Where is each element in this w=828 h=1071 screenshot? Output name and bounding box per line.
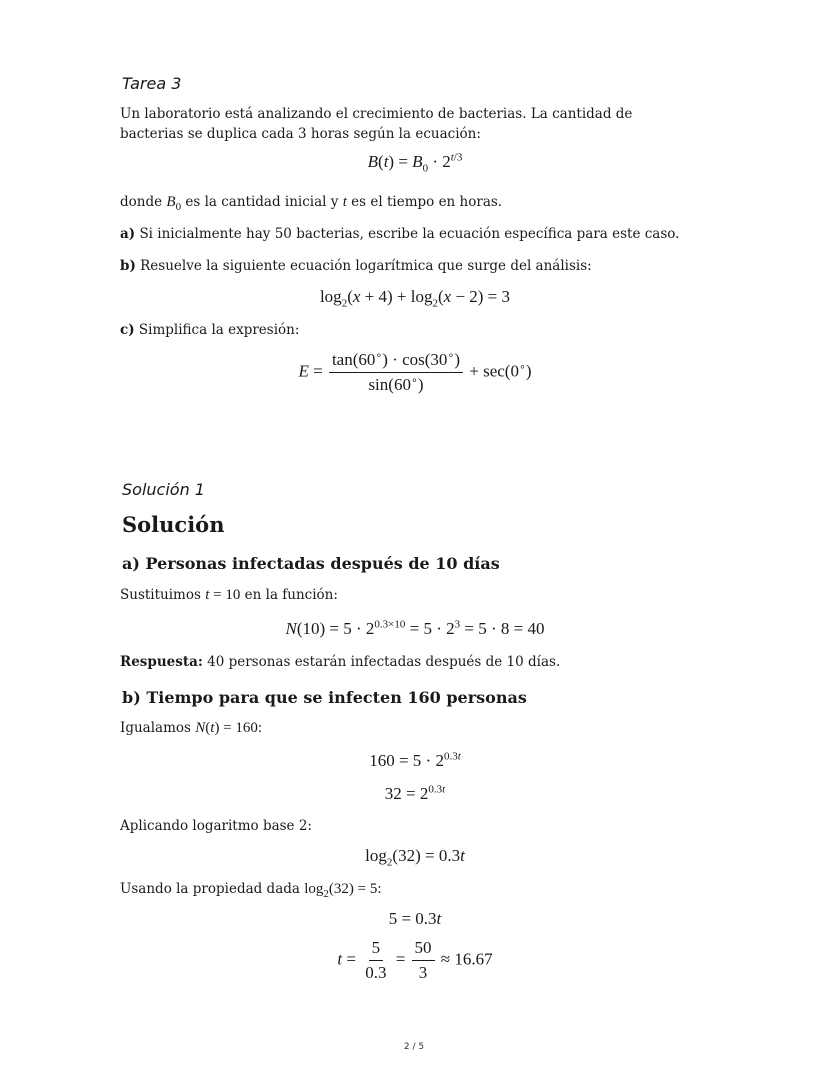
a-intro-text-2: en la función: (244, 587, 338, 603)
b-equation-2: $32 = 2^{0.3t}$ (384, 783, 446, 803)
solution-heading: Solución 1 (122, 480, 205, 499)
a-equation: $N(10) = 5 \cdot 2^{0.3\times 10} = 5 \cdot 2^3 = 5 \cdot 8 = 40$ (285, 618, 545, 638)
a-intro-math: t = 10 (205, 587, 241, 603)
where-var-1: $B_0$ (166, 194, 182, 213)
b-log-text: Aplicando logaritmo base 2: (120, 818, 312, 834)
part-a (120, 224, 710, 244)
part-a-label: a) (120, 226, 136, 242)
b-equation-4: 5 = 0.3t (388, 909, 442, 928)
b-equation-3: $\log_2(32) = 0.3t$ (365, 846, 465, 869)
part-c-label: c) (120, 322, 135, 338)
answer-line (120, 652, 710, 672)
where-text-2: es la cantidad inicial y (185, 194, 339, 210)
task-intro: Un laboratorio está analizando el crecimiento de bacterias. La cantidad de bacterias se duplica cada 3 horas según la ecuación: (120, 106, 633, 142)
part-c-text: Simplifica la expresión: (138, 322, 300, 338)
b-equation-5: t = $\frac{5}{0.3}$ = $\frac{50}{3}$ ≈ 16.67 (337, 938, 493, 982)
answer-label: Respuesta: (120, 654, 203, 670)
trig-expression: E = $\frac{\tan(60^\circ) \cdot \cos(30^\circ)}{\sin(60^\circ)}$ + sec(0∘) (298, 349, 532, 394)
b-intro (120, 718, 710, 738)
section-b-heading: b) Tiempo para que se infecten 160 personas (122, 688, 527, 707)
where-text-3: es el tiempo en horas. (351, 194, 503, 210)
where-sentence (120, 192, 710, 212)
growth-equation: $B(t) = B_0 \cdot 2^{t/3}$ (367, 151, 463, 175)
b-intro-text: Igualamos (120, 720, 191, 736)
page-number: 2 / 5 (403, 1042, 425, 1052)
where-var-2: t (342, 194, 347, 210)
where-text-1: donde (120, 194, 163, 210)
b-prop-line (120, 879, 710, 899)
part-b (120, 256, 710, 276)
a-intro-text-1: Sustituimos (120, 587, 201, 603)
trig-fraction: $\frac{\tan(60^\circ) \cdot \cos(30^\circ)}{\sin(60^\circ)}$ (329, 350, 463, 395)
part-b-label: b) (120, 258, 136, 274)
part-c (120, 320, 710, 340)
b-prop-text: Usando la propiedad dada (120, 881, 300, 897)
part-b-text: Resuelve la siguiente ecuación logarítmica que surge del análisis: (140, 258, 592, 274)
log-equation: $\log_2(x + 4) + \log_2(x - 2) = 3$ (319, 287, 511, 310)
task-heading: Tarea 3 (122, 74, 182, 93)
b-intro-math: N(t) = 160: (195, 720, 263, 736)
b-prop-math: $\log_2(32) = 5$: (304, 881, 382, 900)
answer-text: 40 personas estarán infectadas después de 10 días. (207, 654, 561, 670)
b-equation-1: $160 = 5 \cdot 2^{0.3t}$ (369, 750, 461, 770)
part-a-text: Si inicialmente hay 50 bacterias, escribe la ecuación específica para este caso. (139, 226, 680, 242)
solution-title: Solución (122, 512, 225, 537)
a-intro (120, 585, 710, 605)
section-a-heading: a) Personas infectadas después de 10 días (122, 554, 500, 573)
